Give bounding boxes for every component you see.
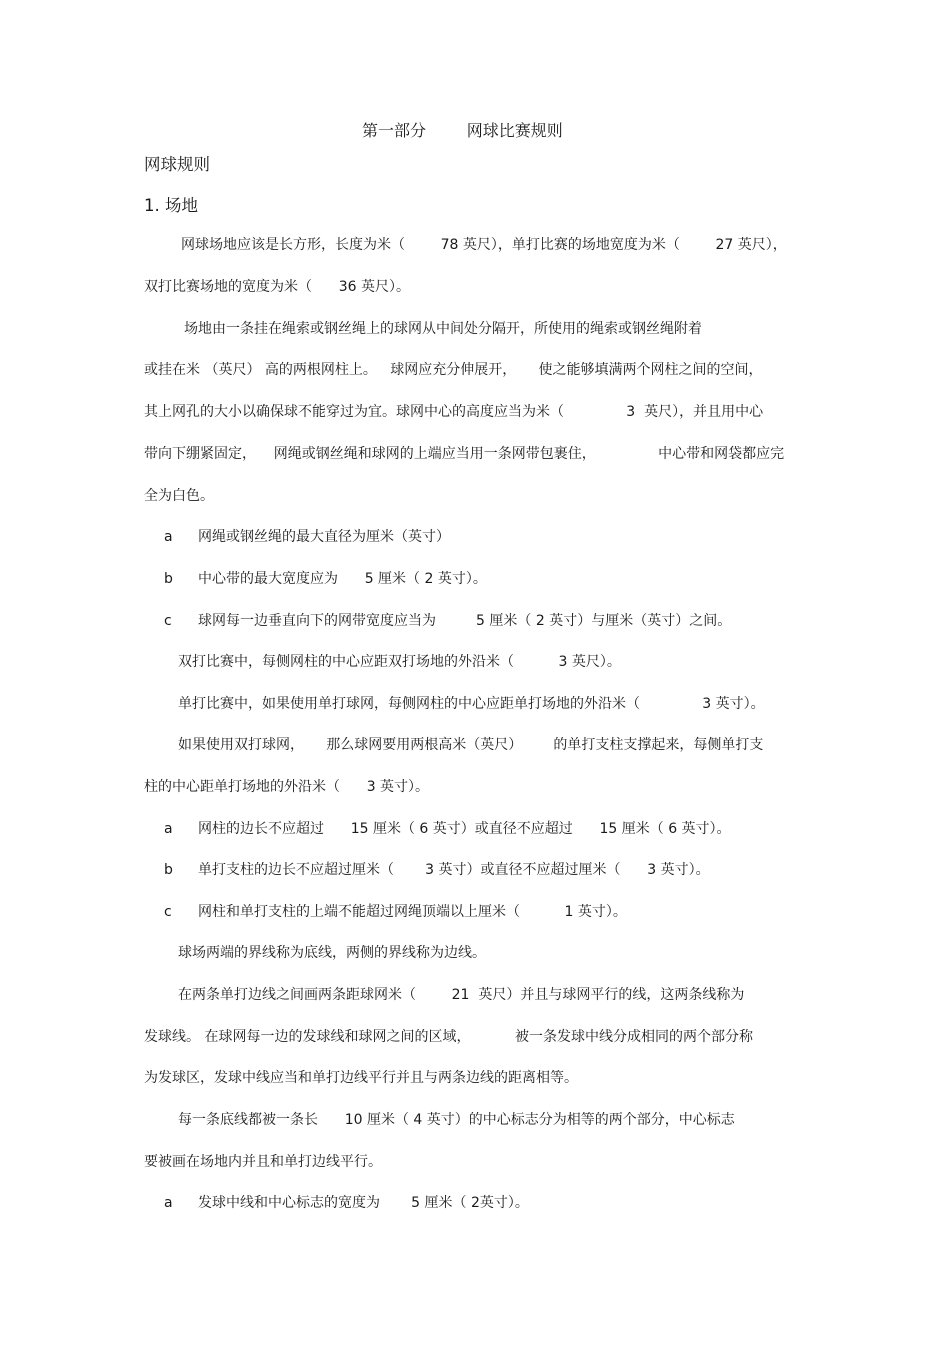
section-heading: 网球规则 [144,155,210,174]
list-item-text: 网柱的边长不应超过 15 厘米（ 6 英寸）或直径不应超过 15 厘米（ 6 英寸）。 [198,821,731,837]
paragraph-line: 双打比赛场地的宽度为米（ 36 英尺）。 [144,279,410,295]
paragraph-line: 每一条底线都被一条长 10 厘米（ 4 英寸）的中心标志分为相等的两个部分，中心标志 [178,1112,735,1128]
list-item-text: 球网每一边垂直向下的网带宽度应当为 5 厘米（ 2 英寸）与厘米（英寸）之间。 [198,613,732,629]
paragraph-line: 如果使用双打球网， 那么球网要用两根高米（英尺） 的单打支柱支撑起来，每侧单打支 [178,737,764,753]
paragraph-line: 要被画在场地内并且和单打边线平行。 [144,1154,382,1170]
list-marker: a [164,1195,173,1211]
paragraph-line: 发球线。 在球网每一边的发球线和球网之间的区域， 被一条发球中线分成相同的两个部分称 [144,1029,753,1045]
list-item-text: 发球中线和中心标志的宽度为 5 厘米（ 2英寸）。 [198,1195,529,1211]
list-marker: c [164,904,172,920]
paragraph-line: 在两条单打边线之间画两条距球网米（ 21 英尺）并且与球网平行的线，这两条线称为 [178,987,745,1003]
paragraph-line: 场地由一条挂在绳索或钢丝绳上的球网从中间处分隔开，所使用的绳索或钢丝绳附着 [184,321,702,337]
list-item-text: 网柱和单打支柱的上端不能超过网绳顶端以上厘米（ 1 英寸）。 [198,904,627,920]
paragraph-line: 为发球区，发球中线应当和单打边线平行并且与两条边线的距离相等。 [144,1070,578,1086]
list-marker: b [164,862,173,878]
list-marker: a [164,529,173,545]
paragraph-line: 或挂在米 （英尺） 高的两根网柱上。 球网应充分伸展开， 使之能够填满两个网柱之间的空间， [144,362,763,378]
paragraph-line: 带向下绷紧固定， 网绳或钢丝绳和球网的上端应当用一条网带包裹住， 中心带和网袋都应完 [144,446,785,462]
paragraph-line: 网球场地应该是长方形，长度为米（ 78 英尺），单打比赛的场地宽度为米（ 27 英尺）， [181,237,787,253]
paragraph-line: 柱的中心距单打场地的外沿米（ 3 英寸）。 [144,779,430,795]
list-item-text: 单打支柱的边长不应超过厘米（ 3 英寸）或直径不应超过厘米（ 3 英寸）。 [198,862,710,878]
list-item-text: 网绳或钢丝绳的最大直径为厘米（英寸） [198,529,450,545]
list-marker: b [164,571,173,587]
paragraph-line: 单打比赛中，如果使用单打球网，每侧网柱的中心应距单打场地的外沿米（ 3 英寸）。 [178,696,765,712]
paragraph-line: 双打比赛中，每侧网柱的中心应距双打场地的外沿米（ 3 英尺）。 [178,654,621,670]
document-title: 第一部分 网球比赛规则 [362,121,563,140]
list-item-text: 中心带的最大宽度应为 5 厘米（ 2 英寸）。 [198,571,487,587]
paragraph-line: 全为白色。 [144,488,214,504]
subsection-heading: 1. 场地 [144,196,198,215]
paragraph-line: 其上网孔的大小以确保球不能穿过为宜。球网中心的高度应当为米（ 3 英尺），并且用中心 [144,404,764,420]
paragraph-line: 球场两端的界线称为底线，两侧的界线称为边线。 [178,945,486,961]
list-marker: a [164,821,173,837]
list-marker: c [164,613,172,629]
